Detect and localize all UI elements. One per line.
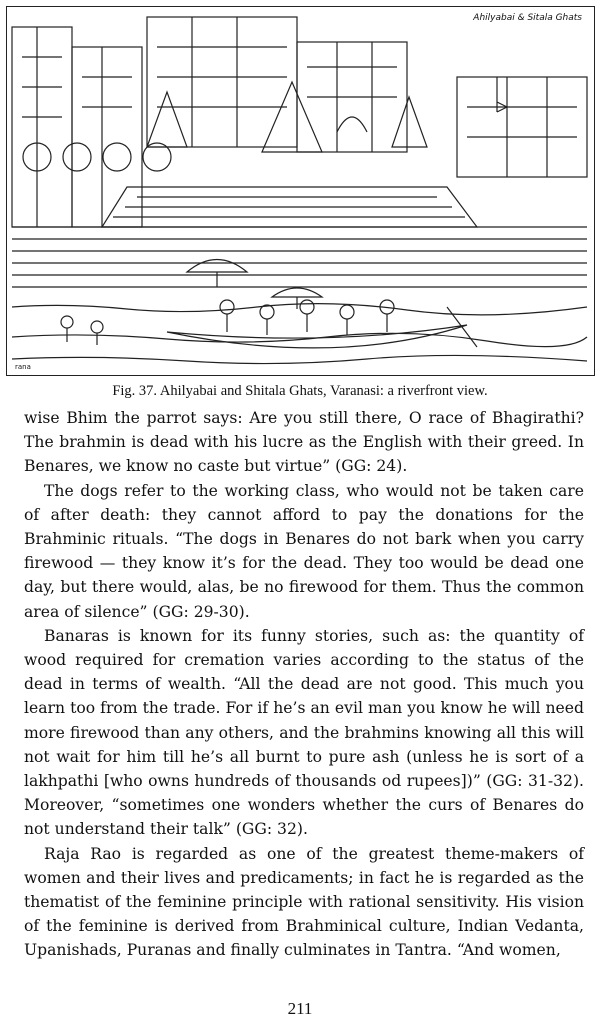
paragraph: Banaras is known for its funny stories, such as: the quantity of wood required for cremation varies according to the status of the dead in terms of wealth. “All the dead are not good. This much you learn too from the trade. For if he’s an evil man you know he will need more firewood than any others, and the brahmins knowing all this will not wait for him till he’s all burnt to pure ash (unless he is sort of a lakhpathi [who owns hundreds of thousands od rupees])” (GG: 31-32). Moreover, “sometimes one wonders whether the curs of Benares do not understand their talk” (GG: 32). <box>24 626 584 839</box>
ghat-illustration <box>6 6 595 376</box>
paragraph: wise Bhim the parrot says: Are you still there, O race of Bhagirathi? The brahmin is dead with his lucre as the English with their greed. In Benares, we know no caste but virtue” (GG: 24). <box>24 409 584 476</box>
paragraph: The dogs refer to the working class, who would not be taken care of after death: they cannot afford to pay the donations for the Brahminic rituals. “The dogs in Benares do not bark when you carry firewood — they know it’s for the dead. They too would be dead one day, but there would, alas, be no firewood for them. Thus the common area of silence” (GG: 29-30). <box>24 481 584 621</box>
page-number: 211 <box>287 999 313 1018</box>
paragraph: Raja Rao is regarded as one of the greatest theme-makers of women and their lives and predicaments; in fact he is regarded as the thematist of the feminine principle with rational sensitivity. His vision of the feminine is derived from Brahminical culture, Indian Vedanta, Upanishads, Puranas and finally culminates in Tantra. “And women, <box>24 844 584 960</box>
artist-signature: rana <box>15 363 31 371</box>
figure-credit: Ahilyabai & Sitala Ghats <box>473 13 582 23</box>
ghat-drawing <box>7 7 594 375</box>
body-text <box>24 406 584 963</box>
figure-caption: Fig. 37. Ahilyabai and Shitala Ghats, Varanasi: a riverfront view. <box>112 383 488 399</box>
